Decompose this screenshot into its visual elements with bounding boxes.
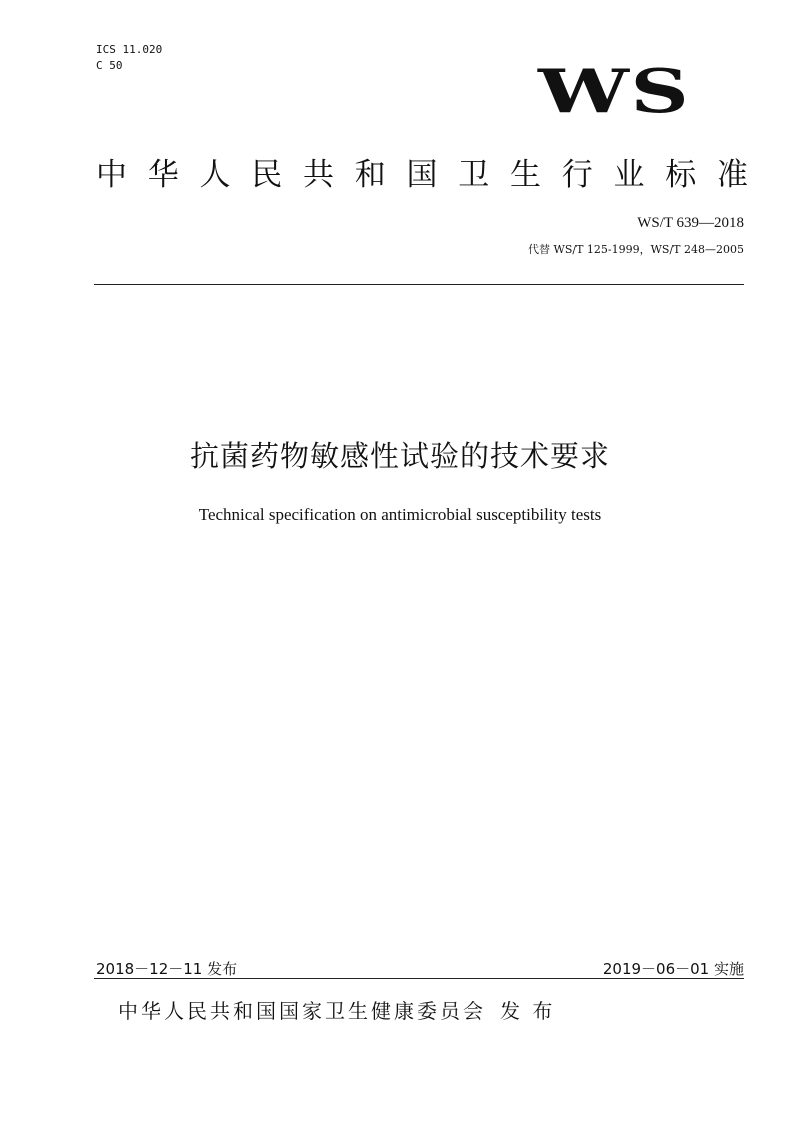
title-char: 共 <box>303 157 334 193</box>
header-divider <box>94 284 744 285</box>
document-title-cn: 抗菌药物敏感性试验的技术要求 <box>189 439 610 473</box>
title-char: 中 <box>96 157 127 193</box>
standard-category-title <box>96 153 748 197</box>
issuer-action: 发 布 <box>500 999 556 1023</box>
replaced-standards: 代替 WS/T 125-1999，WS/T 248—2005 <box>528 243 744 256</box>
title-char: 卫 <box>458 157 490 193</box>
document-title-en: Technical specification on antimicrobial susceptibility tests <box>198 505 602 524</box>
publish-date: 2018－12－11 发布 <box>96 960 238 978</box>
classification-codes <box>96 42 162 74</box>
title-char: 生 <box>510 157 541 193</box>
title-char: 和 <box>354 157 386 193</box>
title-char: 行 <box>561 157 593 193</box>
implement-date: 2019－06－01 实施 <box>602 960 744 978</box>
title-char: 人 <box>199 157 231 193</box>
title-char: 华 <box>147 157 179 193</box>
title-char: 民 <box>251 157 283 193</box>
title-char: 国 <box>406 157 438 193</box>
title-char: 准 <box>717 157 748 193</box>
issuer-name: 中华人民共和国国家卫生健康委员会 <box>118 999 486 1023</box>
ics-code: ICS 11.020 <box>96 43 163 56</box>
footer-divider <box>94 978 744 979</box>
standard-number: WS/T 639—2018 <box>637 215 744 231</box>
title-char: 标 <box>665 157 697 193</box>
ccs-code: C 50 <box>96 59 123 72</box>
issuer-line <box>118 995 555 1024</box>
ws-logo: WS <box>538 57 691 127</box>
title-char: 业 <box>613 157 645 193</box>
